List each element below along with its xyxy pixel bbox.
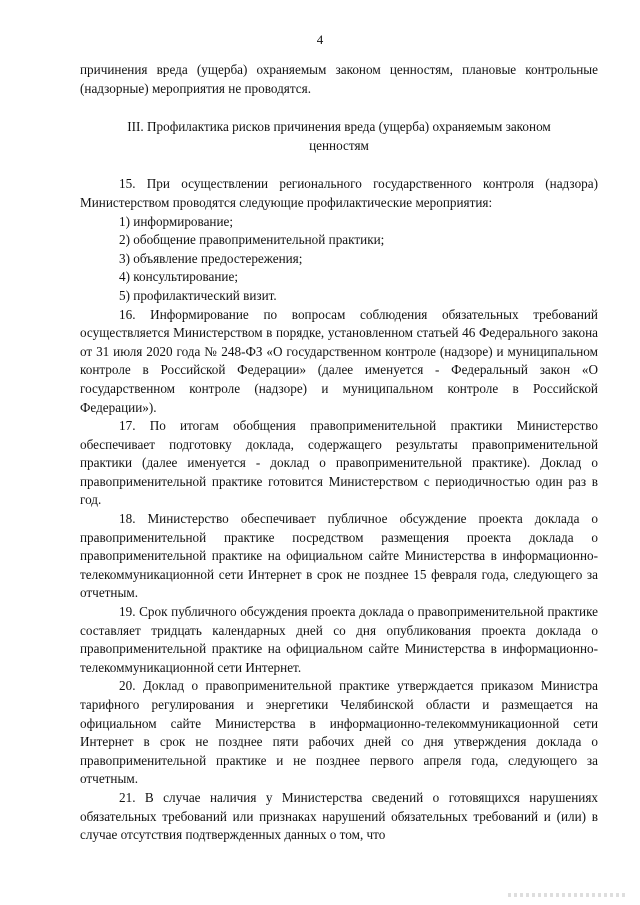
paragraph-20: 20. Доклад о правоприменительной практике утверждается приказом Министра тарифного регулирования и энергетики Челябинской области и размещается на официальном сайте Министерства в информационно-телекоммуникационной сети Интернет в срок не позднее пяти рабочих дней со дня утверждения доклада о правоприменительной практике и не позднее первого апреля года, следующего за отчетным.	[80, 678, 598, 787]
section-heading: III. Профилактика рисков причинения вреда (ущерба) охраняемым законом ценностям	[127, 119, 551, 153]
list-item: 1) информирование;	[119, 213, 234, 229]
scan-artifact	[508, 893, 628, 897]
paragraph-18: 18. Министерство обеспечивает публичное обсуждение проекта доклада о правоприменительной практике посредством размещения проекта доклада о правоприменительной практике на официальном сайте Министерства в информационно-телекоммуникационной сети Интернет в срок не позднее 15 февраля года, следующего за отчетным.	[80, 511, 598, 601]
paragraph-16: 16. Информирование по вопросам соблюдения обязательных требований осуществляется Министерством в порядке, установленном статьей 46 Федерального закона от 31 июля 2020 года № 248-ФЗ «О государственном контроле (надзоре) и муниципальном контроле в Российской Федерации» (далее именуется - Федеральный закон «О государственном контроле (надзоре) и муниципальном контроле в Российской Федерации»).	[80, 306, 598, 415]
document-body	[80, 61, 598, 845]
list-item: 3) объявление предостережения;	[119, 250, 303, 266]
list-item: 2) обобщение правоприменительной практики;	[119, 232, 385, 248]
paragraph-19: 19. Срок публичного обсуждения проекта доклада о правоприменительной практике составляет тридцать календарных дней со дня опубликования проекта доклада о правоприменительной практике на официальном сайте Министерства в информационно-телекоммуникационной сети Интернет.	[80, 604, 598, 675]
list-item: 4) консультирование;	[119, 269, 239, 285]
page-number: 4	[316, 32, 324, 47]
list-item: 5) профилактический визит.	[119, 287, 277, 303]
paragraph-21: 21. В случае наличия у Министерства сведений о готовящихся нарушениях обязательных требований или признаках нарушений обязательных требований и (или) в случае отсутствия подтвержденных данных о том, что	[80, 789, 598, 843]
paragraph-17: 17. По итогам обобщения правоприменительной практики Министерство обеспечивает подготовку доклада, содержащего результаты правоприменительной практики (далее именуется - доклад о правоприменительной практике). Доклад о правоприменительной практике готовится Министерством с периодичностью один раз в год.	[80, 418, 598, 508]
paragraph-15: 15. При осуществлении регионального государственного контроля (надзора) Министерством проводятся следующие профилактические мероприятия:	[80, 176, 598, 210]
intro-paragraph: причинения вреда (ущерба) охраняемым законом ценностям, плановые контрольные (надзорные) мероприятия не проводятся.	[80, 62, 598, 96]
prevention-measures-list	[80, 213, 598, 306]
